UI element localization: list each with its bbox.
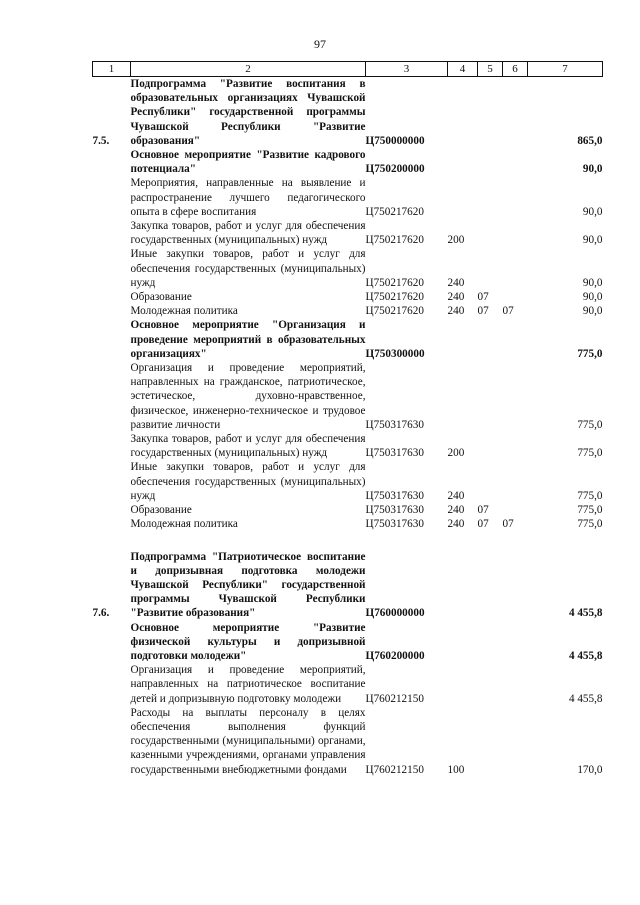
target-code: Ц750317630 [365,504,424,517]
target-code: Ц750217620 [365,305,424,318]
table-row [93,176,603,219]
expense-type-code [448,621,478,664]
row-name: Подпрограмма "Патриотическое воспитание и допризывная подготовка молодежи Чувашской Республики" государственной программы Чувашской Республики "Развитие образования" [130,550,366,620]
header-cell: 6 [503,62,528,77]
amount: 4 455,8 [568,607,603,620]
section-code [478,621,503,664]
row-number: 7.6. [92,607,110,620]
expense-type-code [448,148,478,176]
spacer-row [93,532,603,550]
row-number [93,247,131,290]
target-code: Ц750217620 [365,205,424,218]
section-code [478,460,503,503]
target-code: Ц750217620 [365,234,424,247]
row-number [93,290,131,304]
subsection-code [503,148,528,176]
expense-type-code [448,77,478,149]
row-name: Организация и проведение мероприятий, направленных на гражданское, патриотическое, эстетическое, духовно-нравственное, физическое, инженерно-техническое и трудовое развитие личности [130,362,366,431]
expense-type-code: 200 [447,234,465,247]
row-number [93,148,131,176]
row-number [93,460,131,503]
page-number: 97 [314,37,326,51]
amount: 90,0 [582,291,603,304]
expense-type-code [448,361,478,432]
target-code: Ц760212150 [365,763,424,776]
table-row [93,318,603,361]
amount: 775,0 [577,347,603,360]
expense-type-code: 240 [447,305,465,318]
row-number [93,432,131,460]
section-code: 07 [477,305,489,318]
amount: 90,0 [582,234,603,247]
section-code [478,77,503,149]
target-code: Ц750317630 [365,518,424,531]
header-cell: 4 [448,62,478,77]
row-name: Расходы на выплаты персоналу в целях обеспечения выполнения функций государственными (муниципальными) органами, казенными учреждениями, органами управления государственными внебюджетными фондами [130,706,366,776]
amount: 90,0 [582,205,603,218]
target-code: Ц750300000 [365,347,425,360]
row-name: Молодежная политика [130,305,238,318]
expense-type-code: 240 [447,291,465,304]
row-number [93,706,131,777]
target-code: Ц750217620 [365,276,424,289]
row-name: Мероприятия, направленные на выявление и распространение лучшего педагогического опыта в сфере воспитания [130,177,366,218]
section-code [478,550,503,621]
table-row [93,550,603,621]
row-name: Основное мероприятие "Организация и проведение мероприятий в образовательных организациях" [130,319,366,360]
amount: 775,0 [577,504,603,517]
expense-type-code [448,176,478,219]
section-code [478,148,503,176]
amount: 865,0 [577,134,603,147]
subsection-code [503,318,528,361]
table-row [93,247,603,290]
subsection-code [503,290,528,304]
subsection-code [503,663,528,706]
row-name: Образование [130,504,192,517]
row-number [93,361,131,432]
row-name: Основное мероприятие "Развитие кадрового потенциала" [130,149,366,176]
subsection-code [503,176,528,219]
subsection-code [503,621,528,664]
subsection-code [503,706,528,777]
table-row [93,148,603,176]
table-row [93,304,603,318]
target-code: Ц760000000 [365,607,425,620]
subsection-code [503,432,528,460]
amount: 90,0 [582,163,603,176]
expense-type-code: 100 [447,763,465,776]
row-number [93,176,131,219]
row-name: Иные закупки товаров, работ и услуг для обеспечения государственных (муниципальных) нужд [130,248,366,289]
subsection-code [503,219,528,247]
subsection-code: 07 [502,305,514,318]
section-code: 07 [477,518,489,531]
amount: 4 455,8 [568,692,603,705]
expense-type-code: 240 [447,518,465,531]
table-row [93,432,603,460]
section-code [478,432,503,460]
amount: 775,0 [577,489,603,502]
section-code: 07 [477,504,489,517]
budget-table [92,61,603,777]
target-code: Ц760200000 [365,649,425,662]
expense-type-code [448,318,478,361]
row-number [93,517,131,531]
target-code: Ц750000000 [365,134,425,147]
target-code: Ц750317630 [365,489,424,502]
section-code [478,176,503,219]
expense-type-code: 200 [447,447,465,460]
table-row [93,219,603,247]
row-number [93,219,131,247]
row-number [93,621,131,664]
row-name: Организация и проведение мероприятий, направленных на патриотическое воспитание детей и допризывную подготовку молодежи [130,664,366,705]
table-row [93,706,603,777]
header-cell: 1 [93,62,131,77]
subsection-code [503,361,528,432]
target-code: Ц750217620 [365,291,424,304]
amount: 775,0 [577,447,603,460]
expense-type-code: 240 [447,504,465,517]
row-name: Иные закупки товаров, работ и услуг для обеспечения государственных (муниципальных) нужд [130,461,366,502]
header-cell: 5 [478,62,503,77]
row-name: Молодежная политика [130,518,238,531]
amount: 775,0 [577,418,603,431]
row-name: Образование [130,291,192,304]
section-code [478,219,503,247]
section-code [478,318,503,361]
section-code [478,706,503,777]
table-row [93,663,603,706]
header-cell: 7 [528,62,603,77]
table-row [93,77,603,149]
amount: 90,0 [582,276,603,289]
row-number [93,304,131,318]
table-row [93,460,603,503]
row-number: 7.5. [92,134,110,147]
expense-type-code [448,550,478,621]
row-name: Закупка товаров, работ и услуг для обеспечения государственных (муниципальных) нужд [130,433,366,460]
subsection-code: 07 [502,518,514,531]
amount: 4 455,8 [568,649,603,662]
subsection-code [503,550,528,621]
target-code: Ц750317630 [365,418,424,431]
section-code [478,663,503,706]
row-number [93,503,131,517]
subsection-code [503,503,528,517]
table-row [93,621,603,664]
target-code: Ц750317630 [365,447,424,460]
header-row [93,62,603,77]
amount: 90,0 [582,305,603,318]
row-name: Подпрограмма "Развитие воспитания в образовательных организациях Чувашской Республики" государственной программы Чувашской Республики "Развитие образования" [130,78,366,147]
expense-type-code [448,663,478,706]
table-row [93,503,603,517]
row-number [93,663,131,706]
table-row [93,361,603,432]
amount: 775,0 [577,518,603,531]
table-row [93,290,603,304]
section-code [478,361,503,432]
amount: 170,0 [577,763,603,776]
header-cell: 3 [366,62,448,77]
row-name: Основное мероприятие "Развитие физической культуры и допризывной подготовки молодежи" [130,621,366,662]
target-code: Ц760212150 [365,692,424,705]
row-number [93,318,131,361]
target-code: Ц750200000 [365,163,425,176]
subsection-code [503,77,528,149]
spacer-cell [93,532,603,550]
row-name: Закупка товаров, работ и услуг для обеспечения государственных (муниципальных) нужд [130,220,366,247]
section-code [478,247,503,290]
table-row [93,517,603,531]
subsection-code [503,460,528,503]
subsection-code [503,247,528,290]
expense-type-code: 240 [447,276,465,289]
section-code: 07 [477,291,489,304]
header-cell: 2 [131,62,366,77]
expense-type-code: 240 [447,489,465,502]
